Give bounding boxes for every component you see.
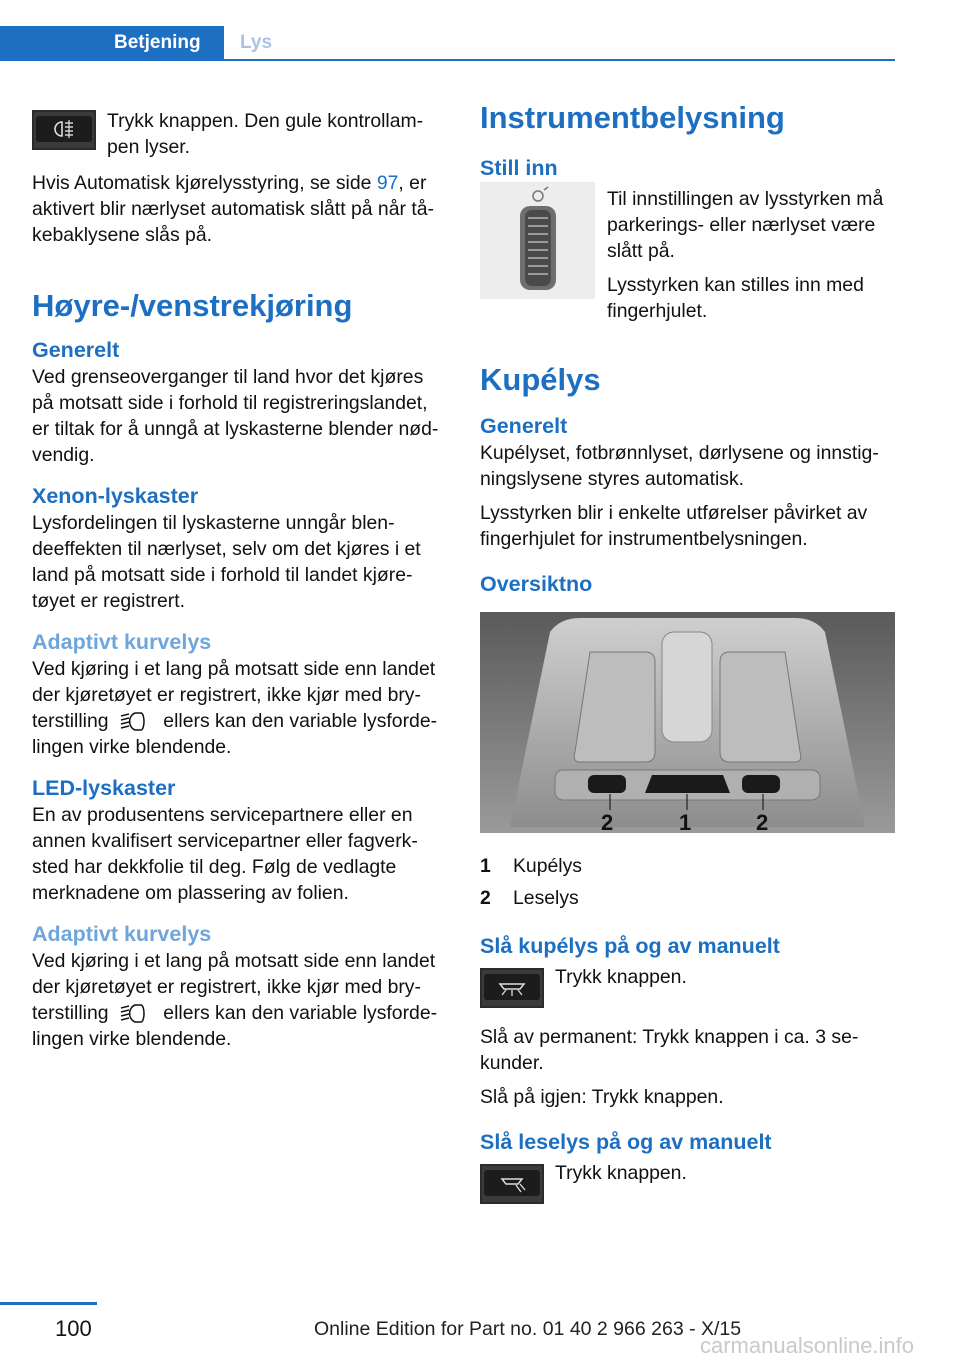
left-column: [32, 100, 450, 1060]
heading-adaptivt-kurvelys-1: Adaptivt kurvelys: [32, 630, 212, 654]
paragraph-adaptivt-2: [32, 948, 450, 1052]
paragraph-led: En av produsentens servicepartnere eller en annen kvalifisert servicepartner eller fagverk-sted har dekkfolie til deg. Følg de vedlagte merknadene om plassering av folien.: [32, 804, 418, 904]
paragraph-sla-pa-igjen: Slå på igjen: Trykk knappen.: [480, 1086, 724, 1108]
paragraph-still-inn-1: Til innstillingen av lysstyrken må parkerings- eller nærlyset være slått på.: [607, 188, 884, 262]
paragraph-automatisk: [32, 170, 450, 248]
page-link-97[interactable]: 97: [376, 172, 399, 194]
tab-lys[interactable]: Lys: [240, 32, 273, 53]
paragraph-trykk-knappen-lese: Trykk knappen.: [555, 1162, 687, 1184]
paragraph-kupe-generelt-1: Kupélyset, fotbrønnlyset, dørlysene og innstig-ningslysene styres automatisk.: [480, 442, 879, 490]
tab-betjening-label: Betjening: [114, 32, 201, 53]
automatisk-pre: Hvis Automatisk kjørelysstyring, se side: [32, 172, 377, 194]
heading-oversikt: Oversiktno: [480, 572, 593, 596]
page-header: [0, 0, 895, 62]
heading-instrumentbelysning: Instrumentbelysning: [480, 100, 785, 135]
heading-still-inn: Still inn: [480, 156, 558, 180]
paragraph-adaptivt-1: [32, 656, 450, 760]
tab-betjening[interactable]: [0, 26, 224, 60]
legend-item: 1 Kupélys: [480, 855, 582, 877]
overhead-console-photo: [480, 612, 895, 833]
interior-light-button-icon: [480, 968, 544, 1008]
page-number: 100: [55, 1316, 92, 1341]
paragraph-kupe-generelt-2: Lysstyrken blir i enkelte utførelser påvirket av fingerhjulet for instrumentbelysningen.: [480, 502, 868, 550]
reading-light-button-icon: [480, 1164, 544, 1204]
photo-label-left: 2: [601, 810, 614, 833]
photo-label-right: 2: [756, 810, 769, 833]
headlight-switch-icon: [118, 710, 154, 732]
right-column: [480, 100, 896, 1204]
adaptivt-2-post: ellers kan den variable lysforde-lingen virke blendende.: [32, 1002, 438, 1050]
photo-label-center: 1: [679, 810, 692, 833]
fog-light-button-icon: [32, 110, 96, 150]
heading-kupelys-manuelt: Slå kupélys på og av manuelt: [480, 934, 780, 958]
paragraph-still-inn-2: Lysstyrken kan stilles inn med fingerhjulet.: [607, 274, 864, 322]
paragraph-trykk-knappen: Trykk knappen. Den gule kontrollam- pen lyser.: [107, 110, 424, 158]
heading-hoyre-venstrekjoring: Høyre-/venstrekjøring: [32, 288, 353, 323]
adaptivt-1-post: ellers kan den variable lysforde-lingen virke blendende.: [32, 710, 438, 758]
watermark: carmanualsonline.info: [700, 1333, 915, 1358]
adaptivt-2-pre: Ved kjøring i et lang på motsatt side enn landet der kjøretøyet er registrert, ikke kjør med bry-terstilling: [32, 950, 436, 1024]
footer-rule: [0, 1302, 97, 1305]
heading-generelt-right: Generelt: [480, 414, 568, 438]
legend-list: [480, 850, 896, 914]
legend-item: 2 Leselys: [480, 887, 579, 909]
adaptivt-1-pre: Ved kjøring i et lang på motsatt side enn landet der kjøretøyet er registrert, ikke kjør med bry-terstilling: [32, 658, 436, 732]
heading-adaptivt-kurvelys-2: Adaptivt kurvelys: [32, 922, 212, 946]
paragraph-generelt: Ved grenseoverganger til land hvor det kjøres på motsatt side i forhold til registreringslandet, er tiltak for å unngå at lyskasterne blender nød-vendig.: [32, 366, 439, 466]
heading-generelt: Generelt: [32, 338, 120, 362]
thumbwheel-image: [480, 182, 595, 299]
heading-leselys-manuelt: Slå leselys på og av manuelt: [480, 1130, 772, 1154]
heading-kupelys: Kupélys: [480, 362, 601, 397]
automatisk-post: , er aktivert blir nærlyset automatisk slått på når tå-kebaklysene slås på.: [32, 172, 434, 246]
paragraph-trykk-knappen-kupe: Trykk knappen.: [555, 966, 687, 988]
paragraph-sla-av-permanent: Slå av permanent: Trykk knappen i ca. 3 se-kunder.: [480, 1026, 859, 1074]
online-edition-text: Online Edition for Part no. 01 40 2 966 263 - X/15: [314, 1318, 742, 1340]
paragraph-xenon: Lysfordelingen til lyskasterne unngår blen-deeffekten til nærlyset, selv om det kjøres i et land på motsatt side i forhold til landet kjøre-tøyet er registrert.: [32, 512, 421, 612]
header-rule: [0, 59, 895, 61]
heading-led: LED-lyskaster: [32, 776, 176, 800]
heading-xenon: Xenon-lyskaster: [32, 484, 199, 508]
headlight-switch-icon: [118, 1002, 154, 1024]
